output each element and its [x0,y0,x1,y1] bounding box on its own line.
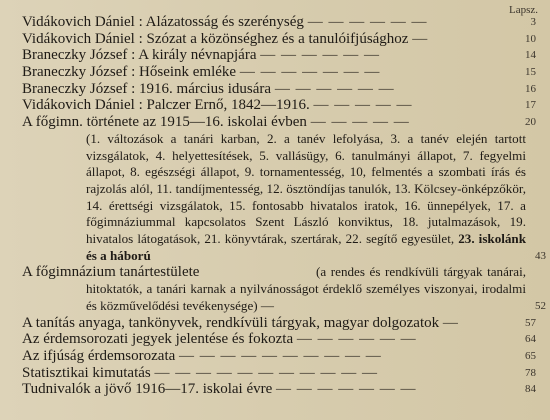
toc-entry [22,381,536,398]
entry-leader: — — — — — — — [239,64,381,81]
entry-leader: — [260,297,274,313]
toc-entry [22,114,536,131]
entry-page-number: 57 [525,316,536,329]
entry-page-number: 17 [525,99,536,112]
toc-entry [22,331,536,348]
history-description [86,130,546,265]
entry-leader: — — — — — — — — — — [179,347,382,364]
toc-entry [22,30,536,48]
entry-page-number: 84 [525,383,536,396]
entry-title: Tudnivalók a jövő 1916—17. iskolai évre [22,381,273,398]
entry-leader: — — — — — — [296,331,417,348]
toc-entry [22,314,536,332]
entry-title: Az érdemsorozati jegyek jelentése és fokozta [22,331,294,348]
entry-leader: — — — — — — [260,47,380,64]
entry-leader: — [442,314,459,331]
entry-page-number: 10 [525,32,536,45]
toc-entry [22,97,536,114]
toc-entry [22,14,536,31]
toc-entry [22,47,536,64]
toc-entry [22,364,536,382]
history-description-text: (1. változások a tanári karban, 2. a tanév lefolyása, 3. a tanév elején tartott vizsgálatok, 4. helyettesítések, 5. vallásügy, 6. tanulmányi állapot, 7. fegyelmi állapot, 8. egészségi állapot, 9. tornamentesség, 10, felmentés a szombati írás és rajzolás alól, 11. tandíjmentesség, 12. ösztöndíjas tanulók, 13. Kölcsey-önképzőkör, 14. érettségi vizsgálatok, 15. fontosabb hivatalos iratok, 16. ünnepélyek, 17. a főgimnáziummal kapcsolatos Szent László konviktus, 18. jutalmazások, 19. hivatalos látogatások, 21. könyvtárak, szertárak, 22. segítő egyesület, [86,130,526,247]
entry-page-number: 16 [525,82,536,95]
entry-page-number: 20 [525,116,536,129]
entry-page-number: 14 [525,49,536,62]
faculty-description-text: (a rendes és rendkívüli tárgyak tanárai, hitoktatók, a tanári karnak a nyilvánosságot érdeklő személyes viszonyai, irodalmi és közművelődési tevékenysége) [86,264,526,313]
entry-leader: — — — — — — [307,14,428,30]
entry-title: Statisztikai kimutatás [22,364,151,381]
entry-page-number: 65 [525,349,536,362]
entry-page-number: 15 [525,66,536,79]
entry-title: Braneczky József : Hőseink emléke [22,64,237,81]
entry-leader: — [412,30,429,47]
faculty-description [86,264,546,314]
entry-title: A főgimn. története az 1915—16. iskolai évben [22,114,307,131]
entry-leader: — — — — — — [274,80,395,97]
entry-leader: — — — — — — — [276,381,417,398]
entry-title: Braneczky József : A király névnapjára [22,47,257,64]
toc-entry [22,80,536,98]
history-description-bold: 23. iskolánk és a háború [86,231,526,263]
entry-title: A tanítás anyaga, tankönyvek, rendkívüli tárgyak, magyar dolgozatok [22,314,440,331]
entry-title: Vidákovich Dániel : Szózat a közönséghez és a tanulóifjúsághoz [22,30,409,47]
table-of-contents [22,14,546,398]
entry-leader: — — — — — [310,114,410,131]
entry-title: Vidákovich Dániel : Palczer Ernő, 1842—1916. [22,97,310,114]
toc-entry [22,64,536,81]
entry-title: Az ifjúság érdemsorozata [22,347,176,364]
entry-title: A főgimnázium tanártestülete [22,264,200,281]
entry-leader: — — — — — [313,97,413,114]
entry-page-number: 78 [525,366,536,379]
entry-page-number: 52 [535,299,546,312]
entry-leader: — — — — — — — — — — — [154,364,378,381]
entry-title: Vidákovich Dániel : Alázatosság és szerénység [22,14,304,30]
toc-entry [22,347,536,365]
entry-page-number: 64 [525,333,536,346]
page-column-header: Lapsz. [508,4,538,16]
entry-title: Braneczky József : 1916. március idusára [22,80,272,97]
entry-page-number: 3 [530,16,536,28]
entry-page-number: 43 [535,249,546,262]
